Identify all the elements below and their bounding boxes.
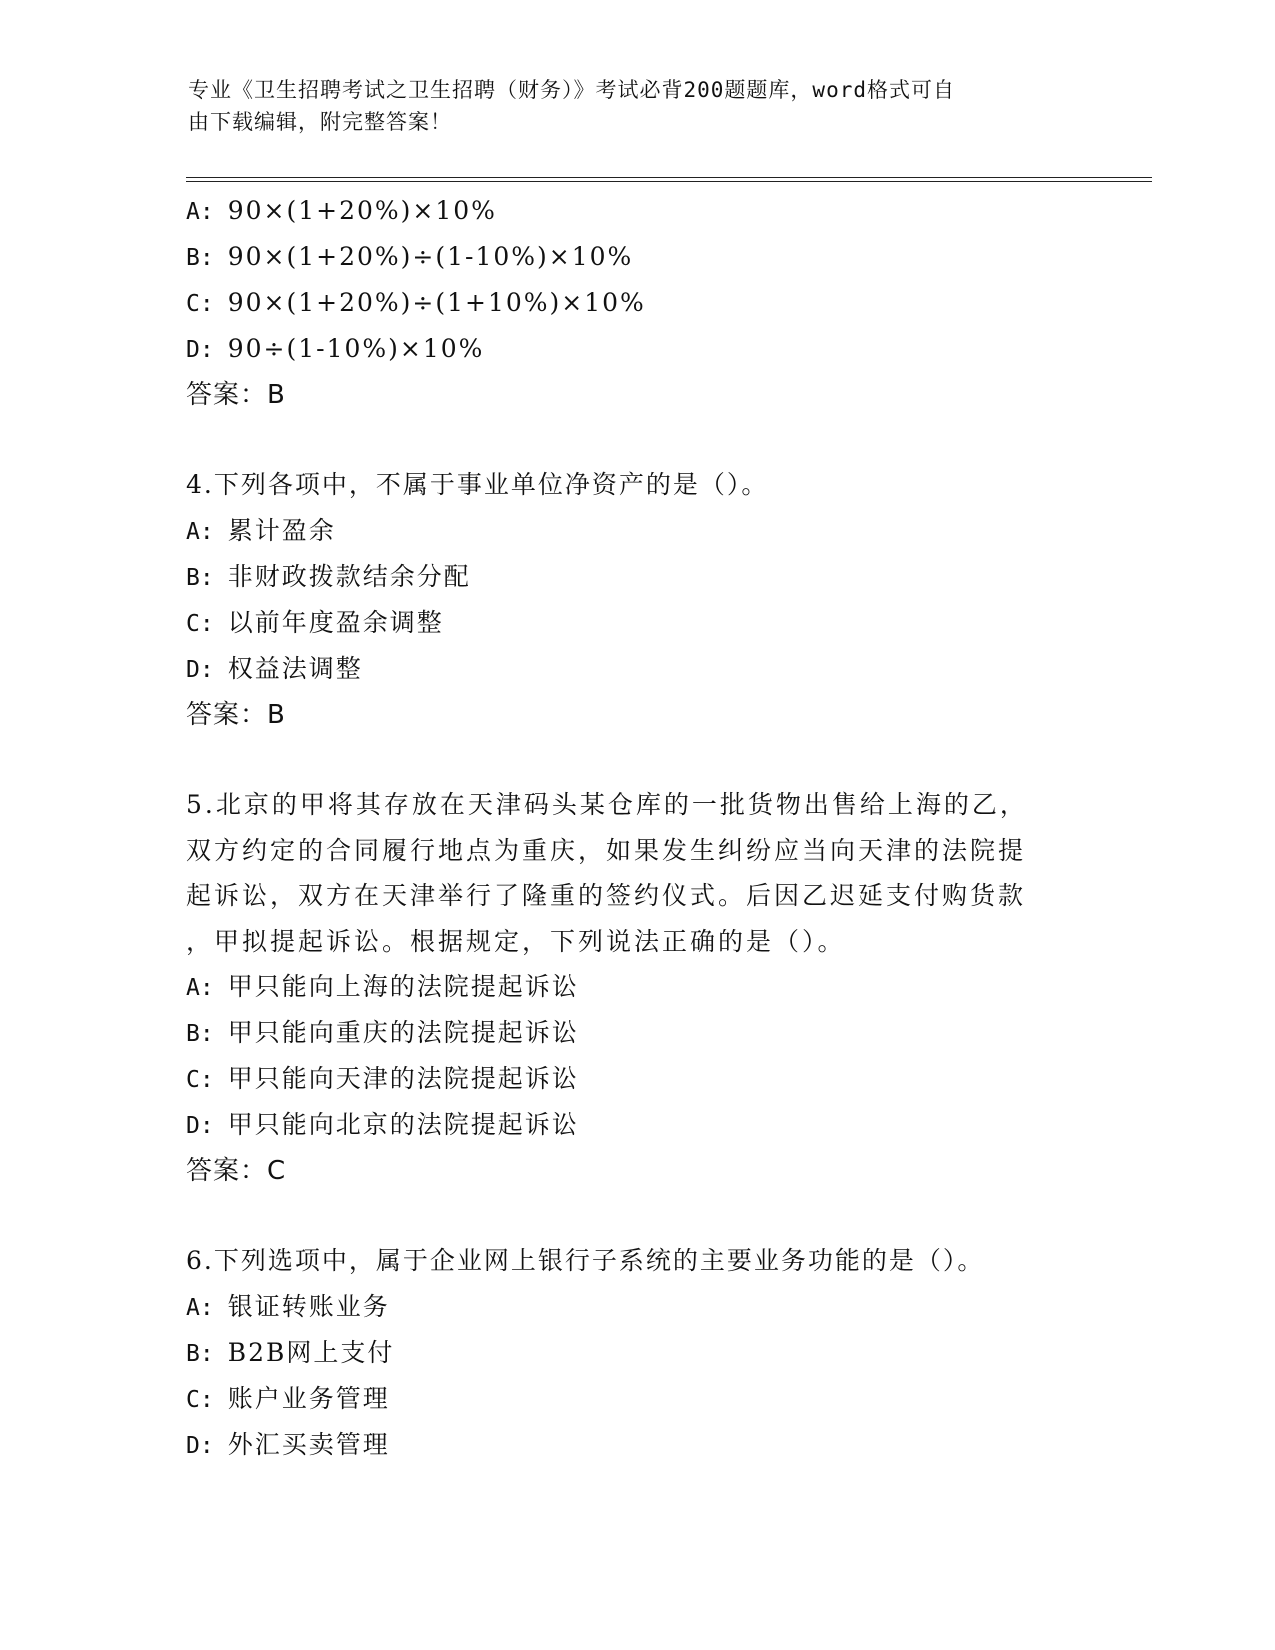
question-line: 5.北京的甲将其存放在天津码头某仓库的一批货物出售给上海的乙， <box>186 790 1028 819</box>
option-b <box>186 554 1086 600</box>
question-line: 起诉讼，双方在天津举行了隆重的签约仪式。后因乙迟延支付购货款 <box>186 881 1027 910</box>
option-letter: B: <box>186 1021 214 1047</box>
option-text: 账户业务管理 <box>227 1384 390 1413</box>
option-text: 权益法调整 <box>227 654 363 683</box>
option-a <box>186 188 1086 234</box>
answer-line: 答案：B <box>186 700 286 730</box>
header-line-1: 专业《卫生招聘考试之卫生招聘（财务）》考试必背200题题库，word格式可自 <box>188 78 955 102</box>
document-header <box>188 74 1068 138</box>
option-letter: C: <box>186 1067 214 1093</box>
option-text: 甲只能向重庆的法院提起诉讼 <box>227 1018 579 1047</box>
option-c <box>186 600 1086 646</box>
option-c <box>186 280 1086 326</box>
option-text: 甲只能向天津的法院提起诉讼 <box>227 1064 579 1093</box>
option-b <box>186 234 1086 280</box>
option-letter: A: <box>186 975 214 1001</box>
option-a <box>186 964 1086 1010</box>
option-letter: B: <box>186 1341 214 1367</box>
option-b <box>186 1010 1086 1056</box>
option-d <box>186 1422 1086 1468</box>
question-list <box>186 188 1086 1468</box>
option-b <box>186 1330 1086 1376</box>
option-a <box>186 1284 1086 1330</box>
header-divider-bottom <box>186 181 1152 182</box>
option-letter: D: <box>186 1433 214 1459</box>
option-text: 银证转账业务 <box>227 1292 390 1321</box>
question-spacer <box>186 1194 1086 1238</box>
option-letter: B: <box>186 245 214 271</box>
answer-line: 答案：B <box>186 380 286 410</box>
answer-line: 答案：C <box>186 1156 287 1186</box>
option-a <box>186 508 1086 554</box>
question-spacer <box>186 738 1086 782</box>
option-text: 90×(1+20%)÷(1+10%)×10% <box>227 288 646 317</box>
option-letter: A: <box>186 519 214 545</box>
option-c <box>186 1376 1086 1422</box>
option-letter: C: <box>186 611 214 637</box>
option-letter: A: <box>186 199 214 225</box>
option-letter: B: <box>186 565 214 591</box>
question-text <box>186 782 1066 964</box>
option-letter: C: <box>186 291 214 317</box>
question-6 <box>186 1238 1086 1468</box>
question-line: 双方约定的合同履行地点为重庆，如果发生纠纷应当向天津的法院提 <box>186 835 1027 865</box>
question-text: 4.下列各项中，不属于事业单位净资产的是（）。 <box>186 470 769 499</box>
question-spacer <box>186 418 1086 462</box>
option-d <box>186 326 1086 372</box>
question-5 <box>186 782 1086 1194</box>
option-letter: D: <box>186 1113 214 1139</box>
option-text: 以前年度盈余调整 <box>227 608 444 637</box>
option-text: B2B网上支付 <box>227 1338 395 1367</box>
option-text: 甲只能向上海的法院提起诉讼 <box>227 972 579 1001</box>
option-text: 甲只能向北京的法院提起诉讼 <box>227 1110 579 1139</box>
option-letter: D: <box>186 337 214 363</box>
option-text: 90÷(1-10%)×10% <box>227 334 485 363</box>
option-d <box>186 1102 1086 1148</box>
option-letter: A: <box>186 1295 214 1321</box>
option-text: 外汇买卖管理 <box>227 1430 390 1459</box>
option-c <box>186 1056 1086 1102</box>
option-text: 90×(1+20%)×10% <box>227 196 497 225</box>
option-text: 90×(1+20%)÷(1-10%)×10% <box>227 242 634 271</box>
question-text: 6.下列选项中，属于企业网上银行子系统的主要业务功能的是（）。 <box>186 1246 985 1275</box>
option-letter: C: <box>186 1387 214 1413</box>
question-3 <box>186 188 1086 418</box>
header-divider-top <box>186 177 1152 178</box>
option-letter: D: <box>186 657 214 683</box>
question-4 <box>186 462 1086 738</box>
option-text: 非财政拨款结余分配 <box>227 562 471 591</box>
header-line-2: 由下载编辑，附完整答案！ <box>188 110 452 134</box>
option-d <box>186 646 1086 692</box>
option-text: 累计盈余 <box>227 516 336 545</box>
question-line: ，甲拟提起诉讼。根据规定，下列说法正确的是（）。 <box>186 926 846 956</box>
